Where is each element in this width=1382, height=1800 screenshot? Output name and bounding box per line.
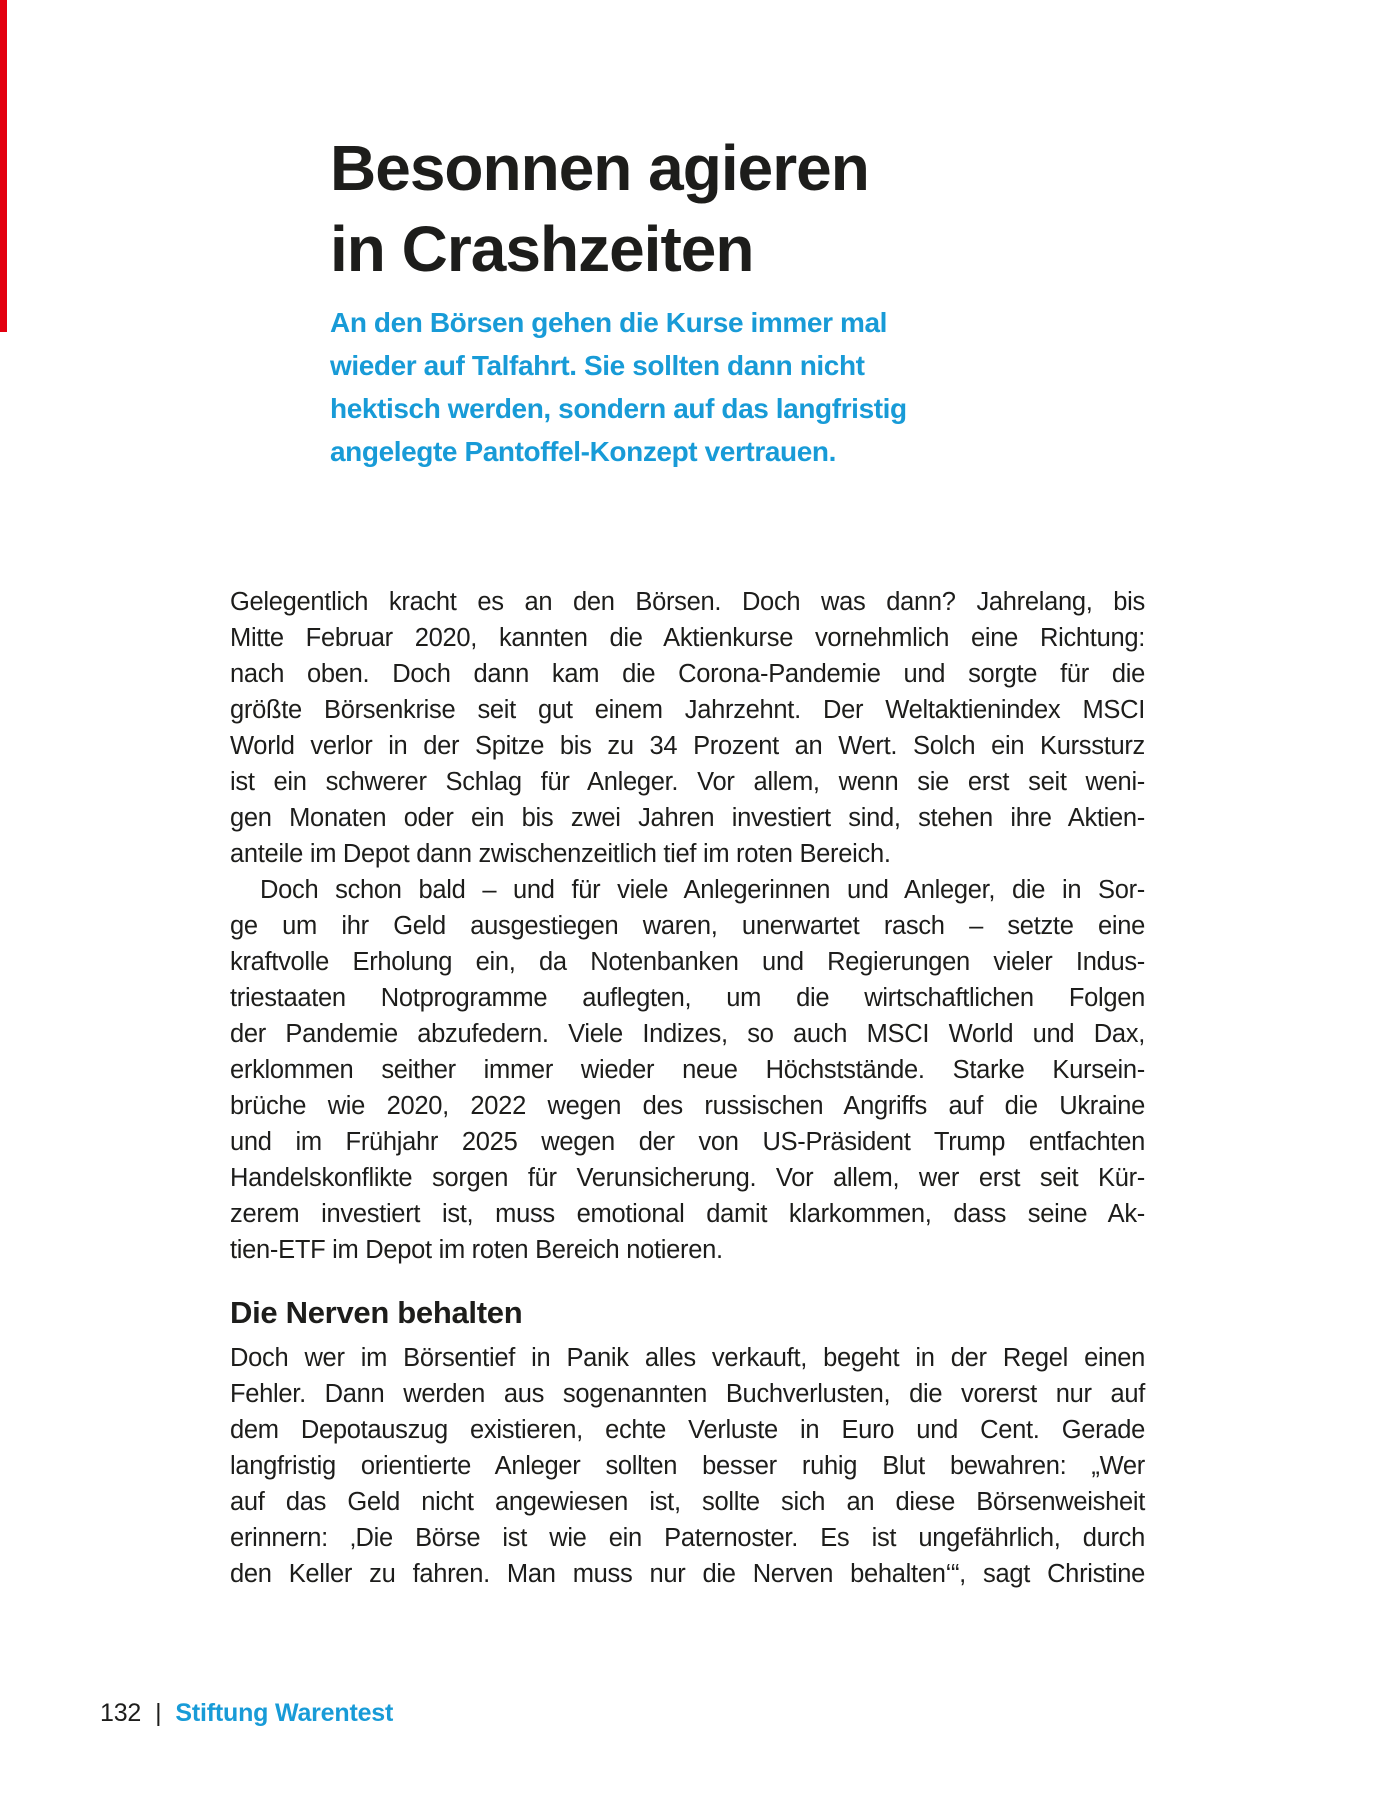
page-title-line-2: in Crashzeiten bbox=[330, 213, 754, 285]
paragraph-3 bbox=[230, 1340, 1145, 1592]
body-line: auf das Geld nicht angewiesen ist, sollte sich an diese Börsenweisheit bbox=[230, 1488, 1145, 1516]
body-line: Doch wer im Börsentief in Panik alles verkauft, begeht in der Regel einen bbox=[230, 1344, 1145, 1372]
body-line: kraftvolle Erholung ein, da Notenbanken und Regierungen vieler Indus- bbox=[230, 948, 1145, 976]
body-text bbox=[230, 584, 1145, 1592]
body-line: Mitte Februar 2020, kannten die Aktienkurse vornehmlich eine Richtung: bbox=[230, 624, 1145, 652]
chapter-edge-mark bbox=[0, 0, 7, 332]
body-line: den Keller zu fahren. Man muss nur die Nerven behalten‘“, sagt Christine bbox=[230, 1560, 1145, 1588]
intro-line-3: hektisch werden, sondern auf das langfristig bbox=[330, 393, 907, 424]
body-line: brüche wie 2020, 2022 wegen des russischen Angriffs auf die Ukraine bbox=[230, 1092, 1145, 1120]
page-title-line-1: Besonnen agieren bbox=[330, 132, 869, 204]
body-line: triestaaten Notprogramme auflegten, um die wirtschaftlichen Folgen bbox=[230, 984, 1145, 1012]
body-line: Doch schon bald – und für viele Anlegerinnen und Anleger, die in Sor- bbox=[260, 876, 1145, 904]
body-line: dem Depotauszug existieren, echte Verluste in Euro und Cent. Gerade bbox=[230, 1416, 1145, 1444]
body-line: und im Frühjahr 2025 wegen der von US-Präsident Trump entfachten bbox=[230, 1128, 1145, 1156]
intro-line-4: angelegte Pantoffel-Konzept vertrauen. bbox=[330, 436, 836, 467]
body-line: größte Börsenkrise seit gut einem Jahrzehnt. Der Weltaktienindex MSCI bbox=[230, 696, 1145, 724]
intro-line-2: wieder auf Talfahrt. Sie sollten dann nicht bbox=[330, 350, 865, 381]
body-line: nach oben. Doch dann kam die Corona-Pandemie und sorgte für die bbox=[230, 660, 1145, 688]
body-line: gen Monaten oder ein bis zwei Jahren investiert sind, stehen ihre Aktien- bbox=[230, 804, 1145, 832]
page-number: 132 bbox=[100, 1699, 142, 1727]
body-line: Gelegentlich kracht es an den Börsen. Doch was dann? Jahrelang, bis bbox=[230, 588, 1145, 616]
body-line: Fehler. Dann werden aus sogenannten Buchverlusten, die vorerst nur auf bbox=[230, 1380, 1145, 1408]
body-line: tien-ETF im Depot im roten Bereich notieren. bbox=[230, 1236, 723, 1264]
body-line: der Pandemie abzufedern. Viele Indizes, so auch MSCI World und Dax, bbox=[230, 1020, 1145, 1048]
body-line: Handelskonflikte sorgen für Verunsicherung. Vor allem, wer erst seit Kür- bbox=[230, 1164, 1145, 1192]
section-subheading: Die Nerven behalten bbox=[230, 1295, 523, 1330]
body-line: World verlor in der Spitze bis zu 34 Prozent an Wert. Solch ein Kurssturz bbox=[230, 732, 1145, 760]
body-line: erinnern: ‚Die Börse ist wie ein Paternoster. Es ist ungefährlich, durch bbox=[230, 1524, 1145, 1552]
paragraph-2 bbox=[230, 872, 1145, 1268]
page-footer bbox=[100, 1698, 393, 1728]
publisher-name: Stiftung Warentest bbox=[175, 1699, 394, 1727]
body-line: anteile im Depot dann zwischenzeitlich tief im roten Bereich. bbox=[230, 840, 891, 868]
paragraph-1 bbox=[230, 584, 1145, 872]
page-title bbox=[330, 128, 869, 290]
body-line: ist ein schwerer Schlag für Anleger. Vor allem, wenn sie erst seit weni- bbox=[230, 768, 1145, 796]
intro-standfirst bbox=[330, 301, 907, 473]
body-line: ge um ihr Geld ausgestiegen waren, unerwartet rasch – setzte eine bbox=[230, 912, 1145, 940]
intro-line-1: An den Börsen gehen die Kurse immer mal bbox=[330, 307, 887, 338]
body-line: zerem investiert ist, muss emotional damit klarkommen, dass seine Ak- bbox=[230, 1200, 1145, 1228]
body-line: langfristig orientierte Anleger sollten besser ruhig Blut bewahren: „Wer bbox=[230, 1452, 1145, 1480]
body-line: erklommen seither immer wieder neue Höchststände. Starke Kursein- bbox=[230, 1056, 1145, 1084]
footer-divider: | bbox=[155, 1699, 162, 1727]
